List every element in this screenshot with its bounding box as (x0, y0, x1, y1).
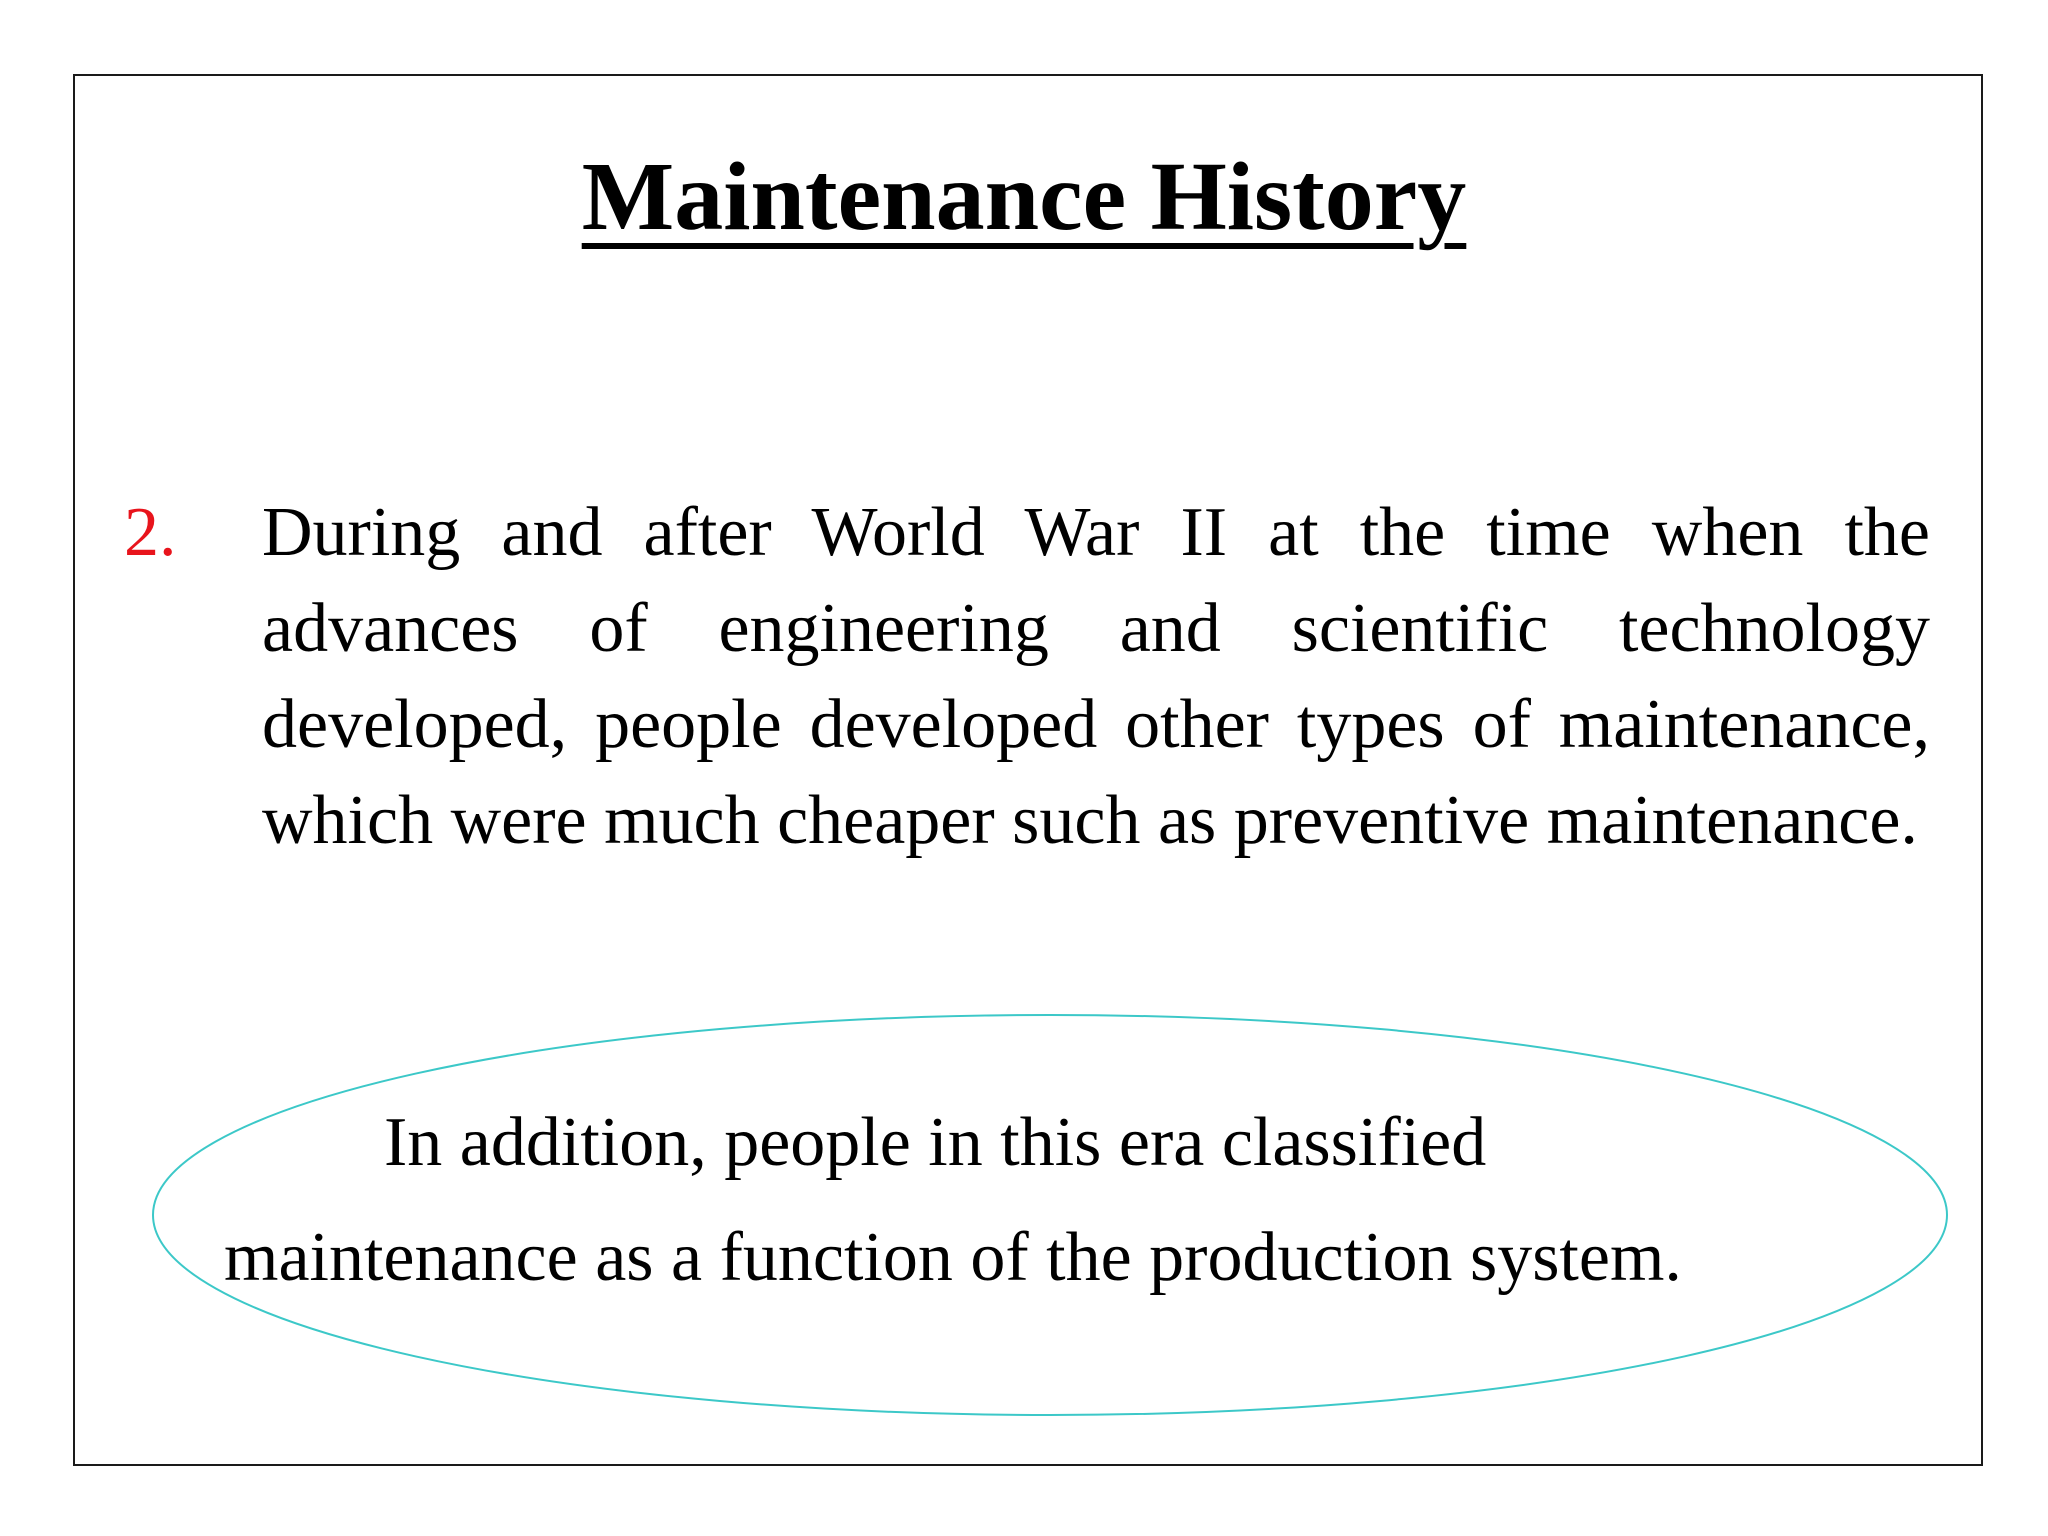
slide-title (0, 143, 2048, 251)
callout-text-line-1: In addition, people in this era classified (384, 1104, 1487, 1181)
list-item-number: 2. (124, 494, 177, 571)
slide-title-text: Maintenance History (581, 143, 1467, 251)
list-item-text: During and after World War II at the time when the advances of engineering and scientific technology developed, people developed other types of maintenance, which were much cheaper such as preventive maintenance. (262, 494, 1930, 859)
callout-text-line-2: maintenance as a function of the production system. (224, 1219, 1682, 1296)
